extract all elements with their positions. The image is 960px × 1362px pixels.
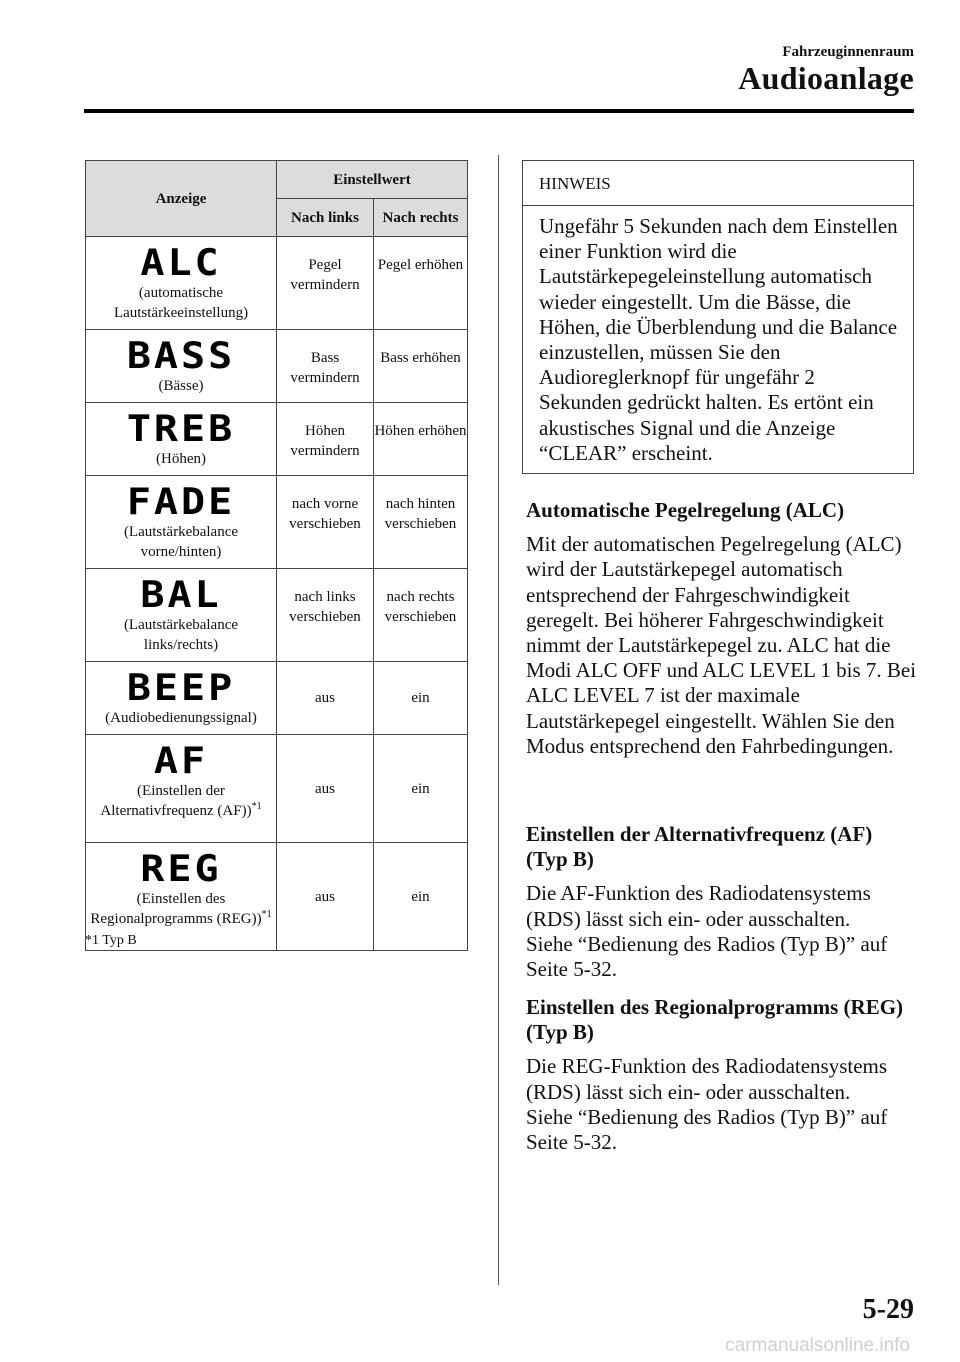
settings-table <box>85 160 468 951</box>
display-description: (Bässe) <box>158 378 204 394</box>
header-left: Nach links <box>277 199 374 237</box>
lcd-fade-icon: FADE <box>126 480 236 524</box>
right-value: ein <box>374 735 468 843</box>
right-value: ein <box>374 662 468 735</box>
table-row <box>86 843 468 951</box>
footnote-marker: *1 <box>261 909 272 920</box>
page-title: Audioanlage <box>738 60 914 96</box>
footnote-marker: *1 <box>251 801 262 812</box>
display-description: (Einstellen der Alternativfrequenz (AF))$^{*1}$ <box>100 783 262 819</box>
left-value: aus <box>277 843 374 951</box>
display-description: (Einstellen des Regionalprogramms (REG))$^{*1}$ <box>90 891 272 927</box>
lcd-bal-icon: BAL <box>140 573 222 617</box>
header-display: Anzeige <box>86 161 277 237</box>
header-rule <box>84 109 914 113</box>
page-number: 5-29 <box>862 1294 914 1325</box>
section-label: Fahrzeuginnenraum <box>782 44 914 60</box>
table-row <box>86 735 468 843</box>
note-box <box>522 160 914 474</box>
left-value: nach links verschieben <box>277 569 374 662</box>
watermark: carmanualsonline.info <box>725 1335 910 1356</box>
right-value: Bass erhöhen <box>374 330 468 403</box>
display-description: (Höhen) <box>156 451 206 467</box>
display-cell <box>86 237 277 330</box>
right-value: Höhen erhöhen <box>374 403 468 476</box>
alc-text: Mit der automatischen Pegelregelung (ALC) wird der Lautstärkepegel automatisch entsprechend der Fahrgeschwindigkeit geregelt. Bei höherer Fahrgeschwindigkeit nimmt der Lautstärkepegel zu. ALC hat die Modi ALC OFF und ALC LEVEL 1 bis 7. Bei ALC LEVEL 7 ist der maximale Lautstärkepegel eingestellt. Wählen Sie den Modus entsprechend den Fahrbedingungen. <box>526 532 917 758</box>
left-value: aus <box>277 662 374 735</box>
note-heading: HINWEIS <box>523 161 913 206</box>
display-cell <box>86 735 277 843</box>
table-row <box>86 403 468 476</box>
table-row <box>86 237 468 330</box>
table-row <box>86 476 468 569</box>
display-description: (automatische Lautstärkeeinstellung) <box>113 285 249 321</box>
left-value: aus <box>277 735 374 843</box>
lcd-af-icon: AF <box>153 739 209 783</box>
display-cell <box>86 662 277 735</box>
right-value: nach hinten verschieben <box>374 476 468 569</box>
display-cell <box>86 403 277 476</box>
display-cell <box>86 569 277 662</box>
reg-section <box>526 995 918 1155</box>
right-value: nach rechts verschieben <box>374 569 468 662</box>
reg-text: Die REG-Funktion des Radiodatensystems (RDS) lässt sich ein- oder ausschalten. <box>526 1054 888 1104</box>
af-section <box>526 822 918 982</box>
lcd-alc-icon: ALC <box>140 241 222 285</box>
lcd-treb-icon: TREB <box>126 407 236 451</box>
af-text: Die AF-Funktion des Radiodatensystems (RDS) lässt sich ein- oder ausschalten. <box>526 881 871 931</box>
table-row <box>86 330 468 403</box>
table-footnote: *1 Typ B <box>85 933 137 948</box>
note-text: Ungefähr 5 Sekunden nach dem Einstellen einer Funktion wird die Lautstärkepegeleinstellung automatisch wieder eingestellt. Um die Bässe, die Höhen, die Überblendung und die Balance einzustellen, müssen Sie den Audioreglerknopf für ungefähr 2 Sekunden gedrückt halten. Es ertönt ein akustisches Signal und die Anzeige “CLEAR” erscheint. <box>539 214 898 465</box>
header-right: Nach rechts <box>374 199 468 237</box>
display-description: (Audiobedienungssignal) <box>105 710 257 726</box>
left-value: nach vorne verschieben <box>277 476 374 569</box>
column-divider <box>498 155 499 1285</box>
reg-heading: Einstellen des Regionalprogramms (REG) (Typ B) <box>526 995 904 1045</box>
lcd-beep-icon: BEEP <box>126 666 236 710</box>
af-heading: Einstellen der Alternativfrequenz (AF) (Typ B) <box>526 822 873 872</box>
lcd-reg-icon: REG <box>140 847 222 891</box>
display-cell <box>86 330 277 403</box>
header-setting-value: Einstellwert <box>277 161 468 199</box>
left-value: Pegel vermindern <box>277 237 374 330</box>
reg-reference: Siehe “Bedienung des Radios (Typ B)” auf Seite 5-32. <box>526 1104 888 1155</box>
table-row <box>86 662 468 735</box>
table-row <box>86 569 468 662</box>
display-description: (Lautstärkebalance vorne/hinten) <box>123 524 239 560</box>
af-reference: Siehe “Bedienung des Radios (Typ B)” auf Seite 5-32. <box>526 931 888 982</box>
lcd-bass-icon: BASS <box>126 334 236 378</box>
alc-heading: Automatische Pegelregelung (ALC) <box>526 498 845 522</box>
left-value: Bass vermindern <box>277 330 374 403</box>
display-cell <box>86 476 277 569</box>
right-value: Pegel erhöhen <box>374 237 468 330</box>
left-value: Höhen vermindern <box>277 403 374 476</box>
display-description: (Lautstärkebalance links/rechts) <box>123 617 239 653</box>
right-value: ein <box>374 843 468 951</box>
alc-section <box>526 498 918 759</box>
